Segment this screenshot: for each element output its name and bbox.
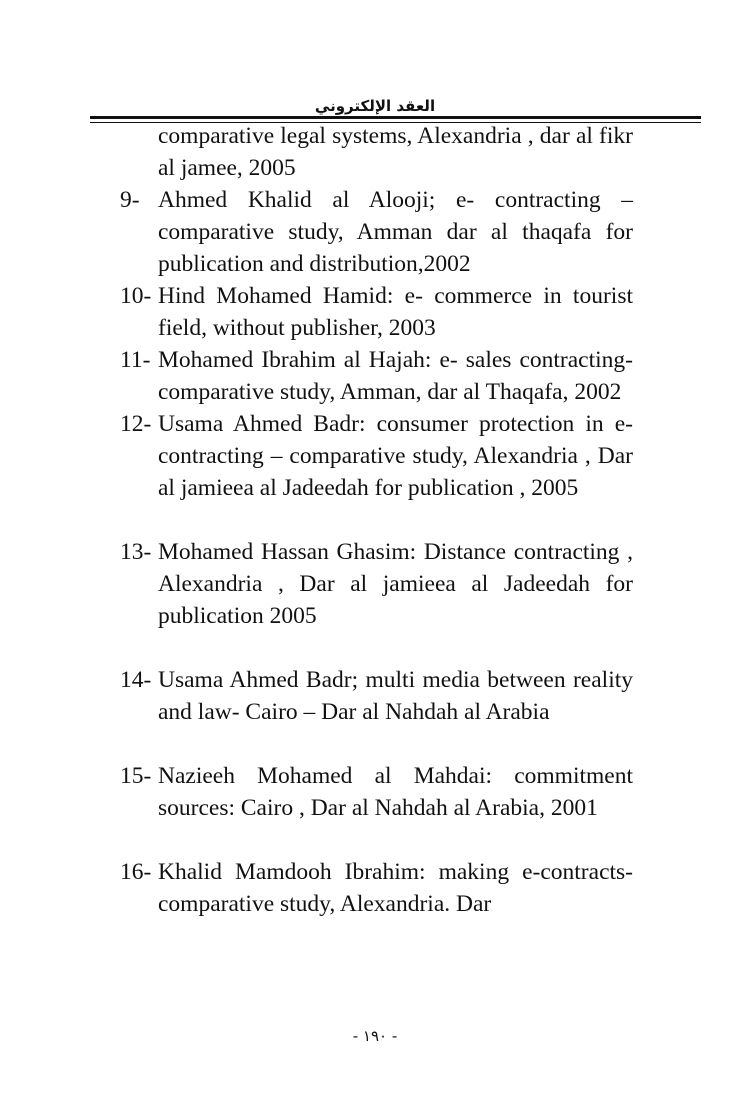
- reference-item-12: [120, 408, 633, 504]
- reference-item-14: [120, 664, 633, 728]
- reference-number: 14-: [120, 667, 152, 693]
- page-number: - ١٩٠ -: [352, 1027, 398, 1045]
- spacer: [120, 728, 633, 760]
- reference-text: Mohamed Ibrahim al Hajah: e- sales contracting- comparative study, Amman, dar al Thaqafa, 2002: [158, 347, 633, 405]
- reference-text: Hind Mohamed Hamid: e- commerce in tourist field, without publisher, 2003: [158, 283, 633, 341]
- running-header-title: العقد الإلكتروني: [314, 97, 436, 115]
- header-rule-thick: [90, 116, 701, 119]
- reference-item-16: [120, 856, 633, 920]
- reference-text: Usama Ahmed Badr: consumer protection in e-contracting – comparative study, Alexandria , Dar al jamieea al Jadeedah for publication , 2005: [158, 411, 633, 501]
- references-list: [120, 120, 633, 920]
- reference-number: 10-: [120, 283, 152, 309]
- spacer: [120, 632, 633, 664]
- reference-text: Mohamed Hassan Ghasim: Distance contracting , Alexandria , Dar al jamieea al Jadeedah for publication 2005: [158, 539, 633, 629]
- reference-number: 15-: [120, 763, 152, 789]
- reference-number: 12-: [120, 411, 152, 437]
- reference-item-10: [120, 280, 633, 344]
- reference-item-11: [120, 344, 633, 408]
- spacer: [120, 824, 633, 856]
- reference-number: 9-: [120, 187, 140, 213]
- reference-text: Ahmed Khalid al Alooji; e- contracting – comparative study, Amman dar al thaqafa for publication and distribution,2002: [158, 187, 633, 277]
- reference-item-13: [120, 536, 633, 632]
- reference-item-9: [120, 184, 633, 280]
- spacer: [120, 504, 633, 536]
- reference-number: 16-: [120, 859, 152, 885]
- reference-text: Usama Ahmed Badr; multi media between reality and law- Cairo – Dar al Nahdah al Arabia: [158, 667, 633, 725]
- reference-number: 11-: [120, 347, 151, 373]
- reference-number: 13-: [120, 539, 152, 565]
- reference-item-15: [120, 760, 633, 824]
- reference-text: Nazieeh Mohamed al Mahdai: commitment sources: Cairo , Dar al Nahdah al Arabia, 2001: [158, 763, 633, 821]
- reference-text: Khalid Mamdooh Ibrahim: making e-contracts- comparative study, Alexandria. Dar: [158, 859, 633, 917]
- continued-reference-text: comparative legal systems, Alexandria , dar al fikr al jamee, 2005: [158, 123, 633, 181]
